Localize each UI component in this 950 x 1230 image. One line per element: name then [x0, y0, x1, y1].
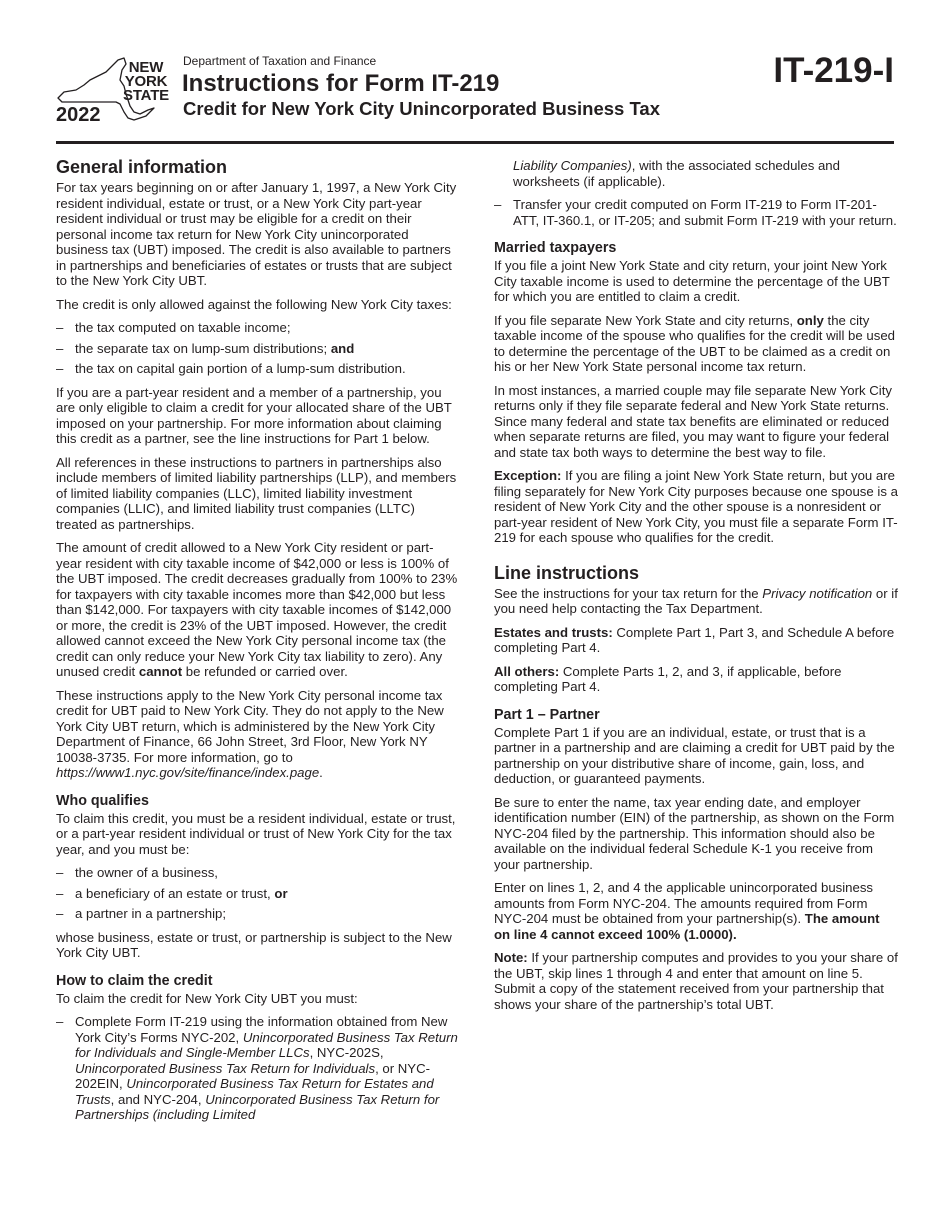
paragraph: The credit is only allowed against the following New York City taxes:	[56, 296, 452, 312]
list-item: – the tax on capital gain portion of a lump-sum distribution.	[56, 361, 406, 376]
paragraph: These instructions apply to the New York City personal income tax credit for UBT paid to New York City. They do not apply to the New York City UBT return, which is administered by the New York City Department of Finance, 66 John Street, 3rd Floor, New York NY 10038-3735. For more information, go to https://www1.nyc.gov/site/finance/index.page.	[56, 687, 444, 780]
paragraph: See the instructions for your tax return for the Privacy notification or if you need help contacting the Tax Department.	[494, 585, 898, 616]
list-item: – the tax computed on taxable income;	[56, 320, 291, 335]
nys-logo	[54, 52, 174, 128]
right-column	[494, 158, 898, 1020]
taxes-list	[56, 320, 458, 377]
paragraph: Estates and trusts: Complete Part 1, Part 3, and Schedule A before completing Part 4.	[494, 624, 895, 655]
list-item: – a partner in a partnership;	[56, 906, 227, 921]
who-qualifies-heading: Who qualifies	[56, 792, 149, 809]
page-subtitle: Credit for New York City Unincorporated Business Tax	[183, 98, 660, 119]
form-number: IT-219-I	[773, 51, 894, 90]
page-title: Instructions for Form IT-219	[182, 70, 500, 97]
list-item: – a beneficiary of an estate or trust, or	[56, 885, 288, 901]
paragraph: To claim the credit for New York City UBT you must:	[56, 990, 358, 1006]
paragraph: The amount of credit allowed to a New York City resident or part-year resident with city taxable income of $42,000 or less is 100% of the UBT imposed. The credit decreases gradually from 100% to 23% for taxpayers with city taxable incomes more than $42,000 but less than $142,000. For taxpayers with city taxable incomes of $142,000 or more, the credit is 23% of the UBT imposed. However, the credit allowed cannot exceed the New York City personal income tax (the credit can only reduce your New York City tax liability to zero). Any unused credit cannot be refunded or carried over.	[56, 540, 458, 679]
paragraph: whose business, estate or trust, or partnership is subject to the New York City UBT.	[56, 929, 452, 960]
claim-steps-list	[494, 197, 898, 228]
logo-state-name: NEW YORK STATE	[123, 59, 169, 104]
line-instructions-heading: Line instructions	[494, 562, 640, 583]
claim-steps-list	[56, 1014, 458, 1123]
list-item: – the separate tax on lump-sum distributions; and	[56, 340, 355, 356]
paragraph: Note: If your partnership computes and provides to you your share of the UBT, skip lines 1 through 4 and enter that amount on line 5. Submit a copy of the statement received from your partnership that shows your share of the partnership’s total UBT.	[494, 950, 898, 1012]
nyc-finance-link[interactable]: https://www1.nyc.gov/site/finance/index.page	[56, 765, 320, 780]
paragraph: All others: Complete Parts 1, 2, and 3, if applicable, before completing Part 4.	[494, 663, 842, 694]
paragraph: Be sure to enter the name, tax year ending date, and employer identification number (EIN) of the partnership, as shown on the Form NYC-204 filed by the partnership. This information should also be available on the individual federal Schedule K-1 you receive from your partnership.	[494, 794, 895, 872]
list-item-continued: Liability Companies), with the associated schedules and worksheets (if applicable).	[513, 158, 840, 189]
paragraph: All references in these instructions to partners in partnerships also include members of limited liability partnerships (LLP), and members of limited liability companies (LLC), limited liability investment companies (LLIC), and limited liability trust companies (LLTC) treated as partnerships.	[56, 454, 457, 532]
left-column	[56, 156, 458, 1131]
paragraph: Complete Part 1 if you are an individual, estate, or trust that is a partner in a partnership and are claiming a credit for UBT paid by the partnership on your distributive share of income, gain, loss, and deduction, or guaranteed payments.	[494, 724, 895, 786]
tax-year: 2022	[56, 104, 101, 126]
list-item: – the owner of a business,	[56, 865, 218, 880]
list-item: – Transfer your credit computed on Form IT-219 to Form IT-201-ATT, IT-360.1, or IT-205; and submit Form IT-219 with your return.	[494, 197, 897, 228]
paragraph: In most instances, a married couple may file separate New York City returns only if they file separate federal and New York State returns. Since many federal and state tax benefits are eliminated or reduced when separate returns are filed, you may want to figure your federal and state tax both ways to determine the best way to file.	[494, 382, 892, 460]
paragraph: If you file separate New York State and city returns, only the city taxable income of the spouse who qualifies for the credit will be used to determine the percentage of the UBT to be claimed as a credit on his or her New York State personal income tax return.	[494, 312, 895, 374]
married-taxpayers-heading: Married taxpayers	[494, 240, 617, 256]
paragraph: Enter on lines 1, 2, and 4 the applicable unincorporated business amounts from Form NYC-204. The amounts required from Form NYC-204 must be obtained from your partnership(s). The amount on line 4 cannot exceed 100% (1.0000).	[494, 880, 880, 942]
part-1-partner-heading: Part 1 – Partner	[494, 706, 600, 723]
paragraph: If you file a joint New York State and city return, your joint New York City taxable income is used to determine the percentage of the UBT for which you are entitled to claim a credit.	[494, 258, 890, 304]
paragraph: Exception: If you are filing a joint New York State return, but you are filing separately for New York City purposes because one spouse is a resident of New York City and the other spouse is a nonresident or part-year resident of New York City, you must file a separate Form IT-219 for each spouse who qualifies for the credit.	[494, 468, 898, 545]
department-name: Department of Taxation and Finance	[183, 54, 377, 68]
how-to-claim-heading: How to claim the credit	[56, 972, 213, 989]
qualifier-list	[56, 865, 458, 922]
list-item: – Complete Form IT-219 using the information obtained from New York City’s Forms NYC-202, Unincorporated Business Tax Return for Individuals and Single-Member LLCs, NYC-202S, Unincorporated Business Tax Return for Individuals, or NYC-202EIN, Unincorporated Business Tax Return for Estates and Trusts, and NYC-204, Unincorporated Business Tax Return for Partnerships (including Limited	[56, 1014, 458, 1122]
general-information-heading: General information	[56, 157, 228, 177]
header-divider	[56, 141, 894, 144]
paragraph: To claim this credit, you must be a resident individual, estate or trust, or a part-year resident individual or trust of New York City for the tax year, and you must be:	[56, 810, 456, 857]
paragraph: If you are a part-year resident and a member of a partnership, you are only eligible to claim a credit for your allocated share of the UBT imposed on your partnership. For more information about claiming this credit as a partner, see the line instructions for Part 1 below.	[56, 384, 452, 446]
paragraph: For tax years beginning on or after January 1, 1997, a New York City resident individual, estate or trust, or a New York City part-year resident individual or trust may be eligible for a credit on their personal income tax return for New York City unincorporated business tax (UBT) imposed. The credit is also available to partners in partnerships and beneficiaries of estates or trusts that are subject to the New York City UBT.	[56, 180, 457, 288]
